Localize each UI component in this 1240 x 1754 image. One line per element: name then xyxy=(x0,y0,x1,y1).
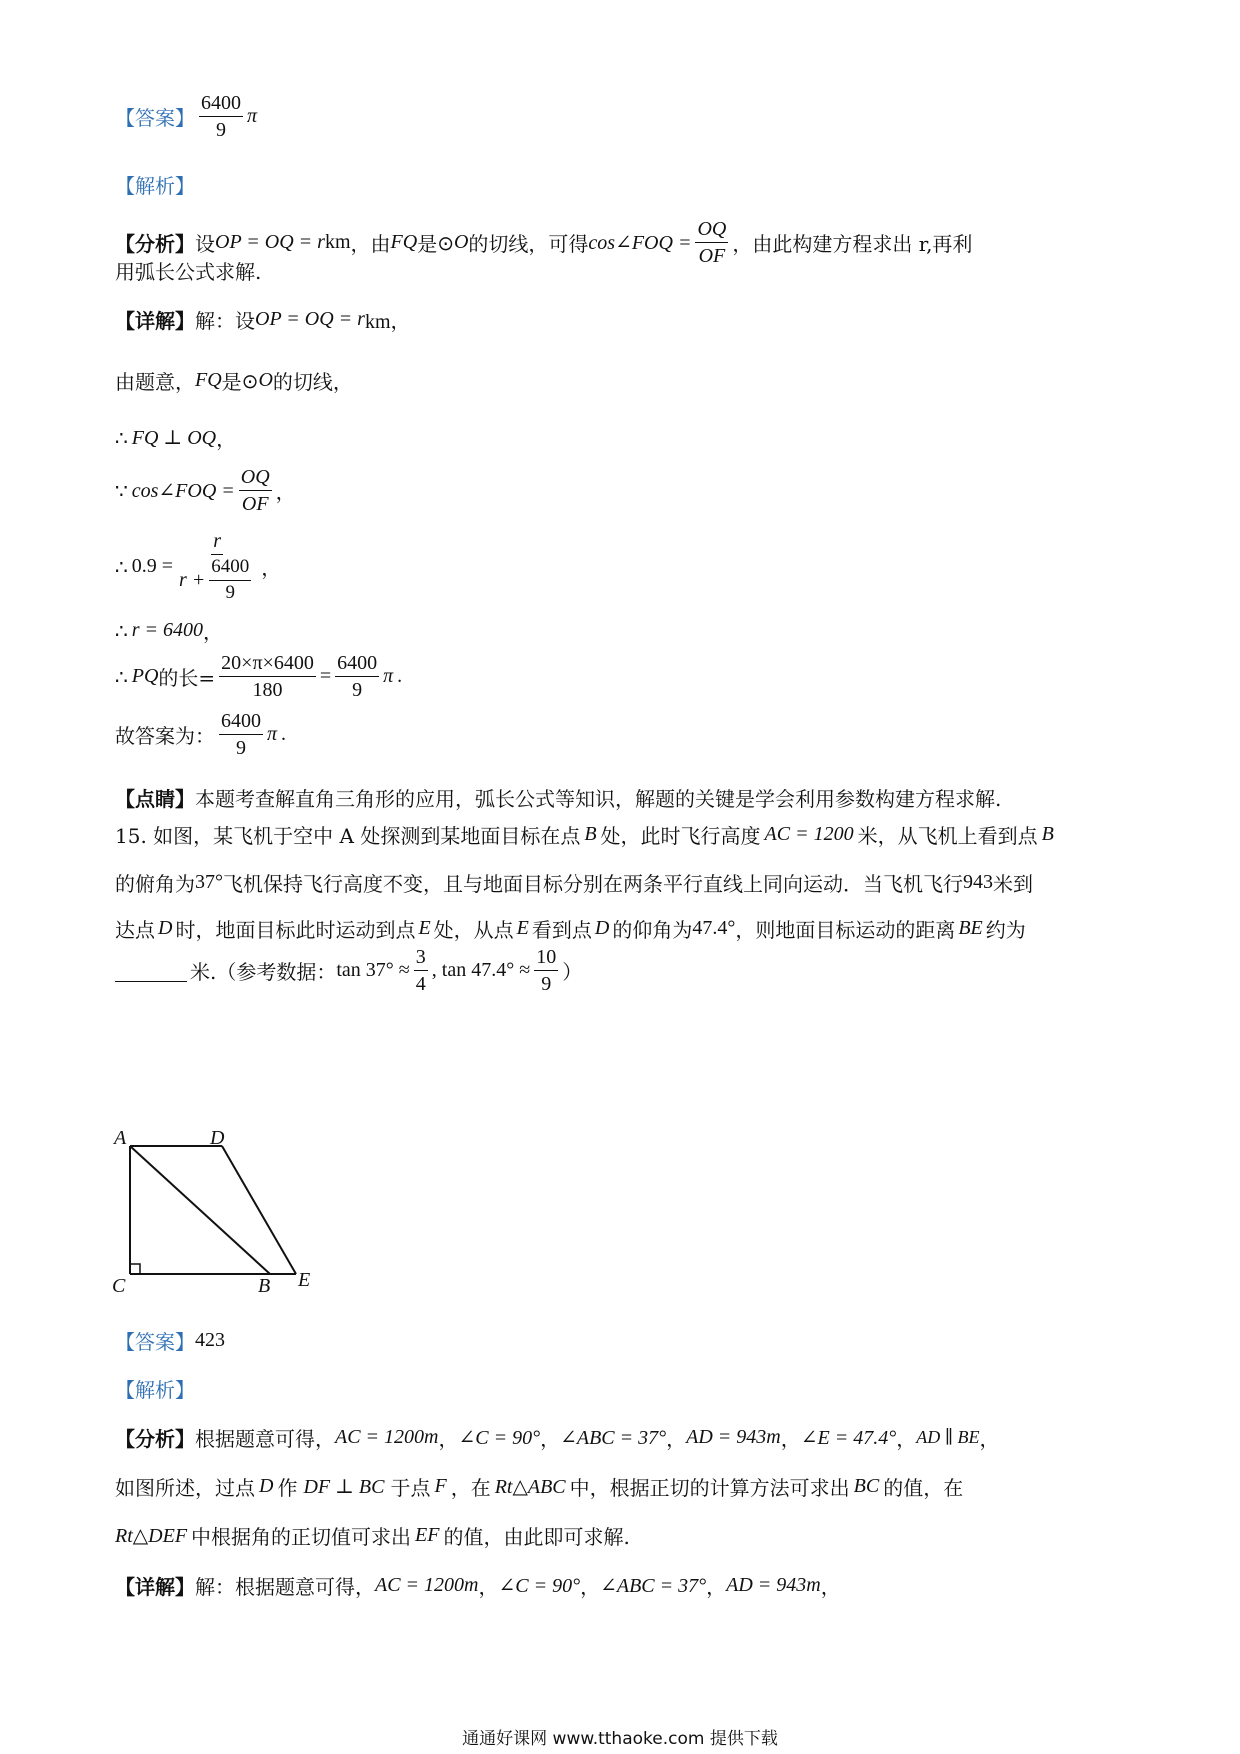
q15-fenxi-line2: 如图所述，过点 D 作 DF ⊥ BC 于点 F ，在 Rt△ABC 中，根据正切的计算方法可求出 BC 的值，在 xyxy=(115,1475,964,1500)
segment-de xyxy=(222,1146,296,1274)
q14-eq09-line: ∴ 0.9 = r r + $\frac{6400}{9}$ ， xyxy=(115,530,282,603)
q14-detail-line: 【详解】 解：设 OP = OQ = r km， xyxy=(115,308,411,333)
right-angle-mark xyxy=(130,1264,140,1274)
q14-final-line: 故答案为： $\frac{6400}{9}$ π . xyxy=(115,710,287,759)
q15-line1: 15. 如图，某飞机于空中 A 处探测到某地面目标在点 B 处，此时飞行高度 AC = 1200 米，从飞机上看到点 B xyxy=(115,823,1054,848)
q15-answer-line: 【答案】 423 xyxy=(115,1329,225,1354)
q15-analysis-label: 【解析】 xyxy=(115,1378,195,1402)
answer-blank[interactable] xyxy=(115,959,187,982)
circle-symbol: ⊙ xyxy=(241,368,259,393)
q14-answer-line: 【答案】 $\frac{6400}{9}$ π xyxy=(115,92,258,141)
label-a: A xyxy=(114,1130,127,1149)
q15-fenxi-line1: 【分析】 根据题意可得， AC = 1200m ， ∠C = 90° ， ∠ABC = 37° ， AD = 943m ， ∠E = 47.4° ， AD ∥ BE ， xyxy=(115,1426,1000,1451)
q14-fenxi-line1: 【分析】 设 OP = OQ = r km ，由 FQ 是 ⊙ O 的切线，可得 cos∠FOQ = $\frac{OQ}{OF}$ ，由此构建方程求出 r,再利 xyxy=(115,218,973,267)
q15-line4: 米.（参考数据： tan 37° ≈ $\frac{3}{4}$ , tan 47.4° ≈ $\frac{10}{9}$ ） xyxy=(115,946,582,995)
geometry-diagram xyxy=(110,1130,350,1300)
q15-line3: 达点 D 时，地面目标此时运动到点 E 处，从点 E 看到点 D 的仰角为 47.4° ，则地面目标运动的距离 BE 约为 xyxy=(115,917,1026,942)
label-b: B xyxy=(258,1275,271,1297)
q14-youtiyi-line: 由题意， FQ 是 ⊙ O 的切线， xyxy=(115,368,353,394)
page-footer: 通通好课网 www.tthaoke.com 提供下载 xyxy=(462,1729,778,1749)
circle-symbol: ⊙ xyxy=(437,230,454,255)
q14-dianjing-line: 【点睛】 本题考查解直角三角形的应用，弧长公式等知识，解题的关键是学会利用参数构建方程求解. xyxy=(115,787,1002,811)
answer-label: 【答案】 xyxy=(115,106,195,130)
segment-ab xyxy=(130,1146,270,1274)
nested-fraction: r r + $\frac{6400}{9}$ xyxy=(179,530,250,603)
q14-cos-line: ∵ cos∠FOQ = $\frac{OQ}{OF}$ ， xyxy=(115,466,296,515)
q14-arc-line: ∴ PQ 的长= $\frac{20\times\pi\times 6400}{180}$ = $\frac{6400}{9}$ π . xyxy=(115,652,403,701)
q14-r-line: ∴ r = 6400 ， xyxy=(115,618,224,644)
q14-perp-line: ∴ FQ ⊥ OQ ， xyxy=(115,425,237,451)
q14-fenxi-line2: 用弧长公式求解. xyxy=(115,260,262,284)
label-d: D xyxy=(210,1130,225,1149)
answer-fraction: $\frac{6400}{9}$ xyxy=(201,92,241,141)
cos-fraction: $\frac{OQ}{OF}$ xyxy=(697,218,727,267)
q14-analysis-label: 【解析】 xyxy=(115,174,195,198)
q15-line2: 的俯角为 37° 飞机保持飞行高度不变，且与地面目标分别在两条平行直线上同向运动．当飞机飞行 943 米到 xyxy=(115,871,1033,896)
q15-detail-line: 【详解】 解：根据题意可得， AC = 1200m ， ∠C = 90° ， ∠ABC = 37° ， AD = 943m ， xyxy=(115,1574,841,1599)
label-e: E xyxy=(298,1269,311,1291)
q15-answer-value: 423 xyxy=(195,1329,225,1351)
label-c: C xyxy=(112,1275,126,1297)
q15-fenxi-line3: Rt△DEF 中根据角的正切值可求出 EF 的值，由此即可求解. xyxy=(115,1524,630,1549)
